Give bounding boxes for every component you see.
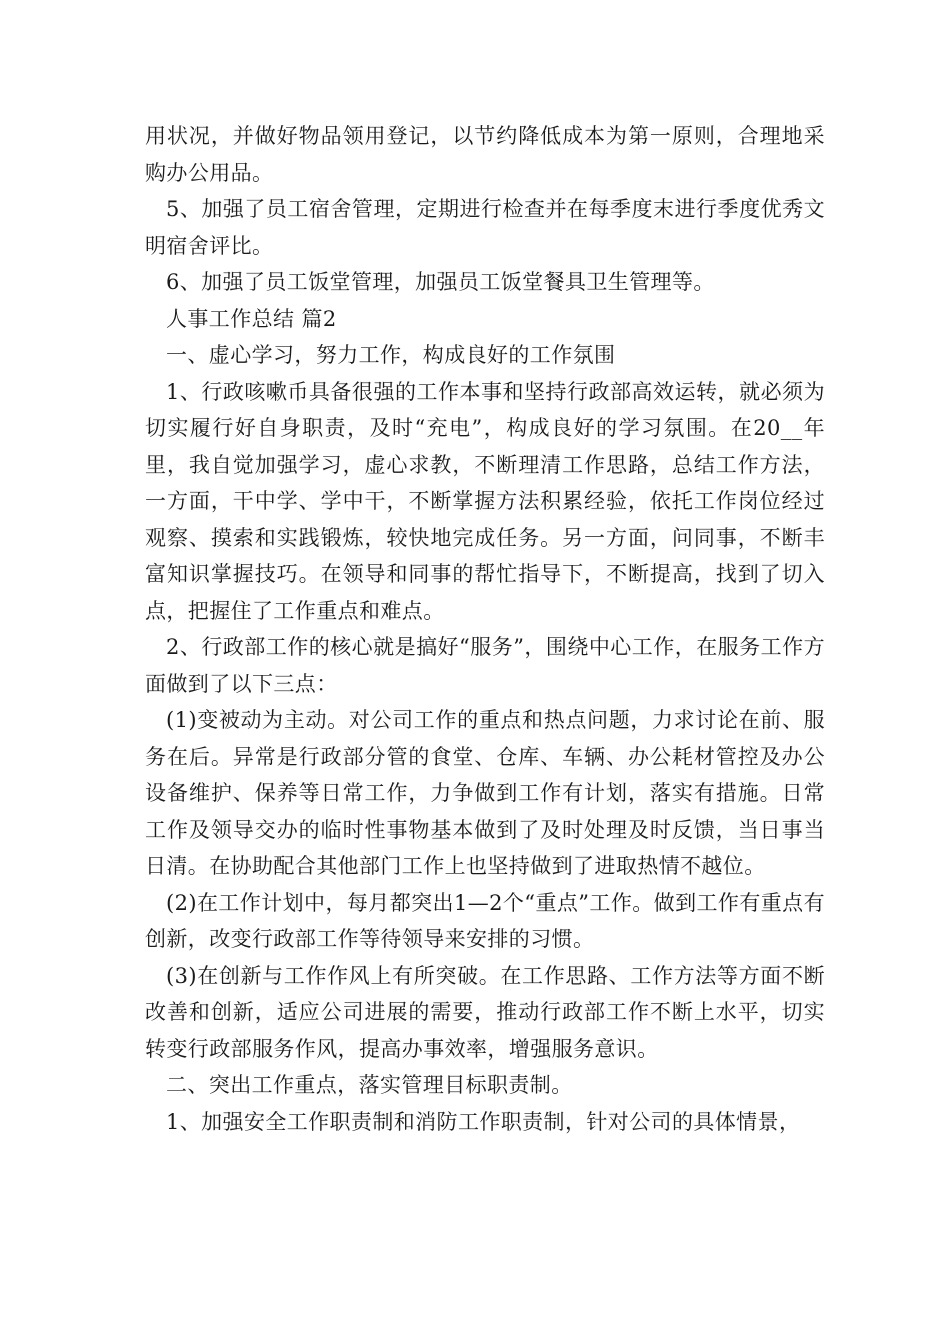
- heading-1: 一、虚心学习，努力工作，构成良好的工作氛围: [166, 343, 616, 367]
- section-title: 人事工作总结 篇2: [166, 306, 337, 331]
- paragraph-9: 1、加强安全工作职责制和消防工作职责制，针对公司的具体情景，: [166, 1109, 801, 1134]
- heading-2: 二、突出工作重点，落实管理目标职责制。: [166, 1073, 573, 1097]
- paragraph-5: 2、行政部工作的核心就是搞好“服务”，围绕中心工作，在服务工作方面做到了以下三点：: [145, 635, 825, 696]
- paragraph-7: (2)在工作计划中，每月都突出1—2个“重点”工作。做到工作有重点有创新，改变行政部工作等待领导来安排的习惯。: [145, 890, 825, 951]
- paragraph-8: (3)在创新与工作作风上有所突破。在工作思路、工作方法等方面不断改善和创新，适应公司进展的需要，推动行政部工作不断上水平，切实转变行政部服务作风，提高办事效率，增强服务意识。: [145, 963, 825, 1061]
- paragraph-1: 用状况，并做好物品领用登记，以节约降低成本为第一原则，合理地采购办公用品。: [145, 124, 825, 185]
- document-body: [145, 118, 825, 1140]
- paragraph-4: 1、行政咳嗽币具备很强的工作本事和坚持行政部高效运转，就必须为切实履行好自身职责，及时“充电”，构成良好的学习氛围。在20__年里，我自觉加强学习，虚心求教，不断理清工作思路，总结工作方法，一方面，干中学、学中干，不断掌握方法积累经验，依托工作岗位经过观察、摸索和实践锻炼，较快地完成任务。另一方面，问同事，不断丰富知识掌握技巧。在领导和同事的帮忙指导下，不断提高，找到了切入点，把握住了工作重点和难点。: [145, 379, 825, 623]
- paragraph-6: (1)变被动为主动。对公司工作的重点和热点问题，力求讨论在前、服务在后。异常是行政部分管的食堂、仓库、车辆、办公耗材管控及办公设备维护、保养等日常工作，力争做到工作有计划，落实有措施。日常工作及领导交办的临时性事物基本做到了及时处理及时反馈，当日事当日清。在协助配合其他部门工作上也坚持做到了进取热情不越位。: [145, 708, 825, 878]
- paragraph-2: 5、加强了员工宿舍管理，定期进行检查并在每季度末进行季度优秀文明宿舍评比。: [145, 197, 825, 258]
- paragraph-3: 6、加强了员工饭堂管理，加强员工饭堂餐具卫生管理等。: [166, 270, 715, 294]
